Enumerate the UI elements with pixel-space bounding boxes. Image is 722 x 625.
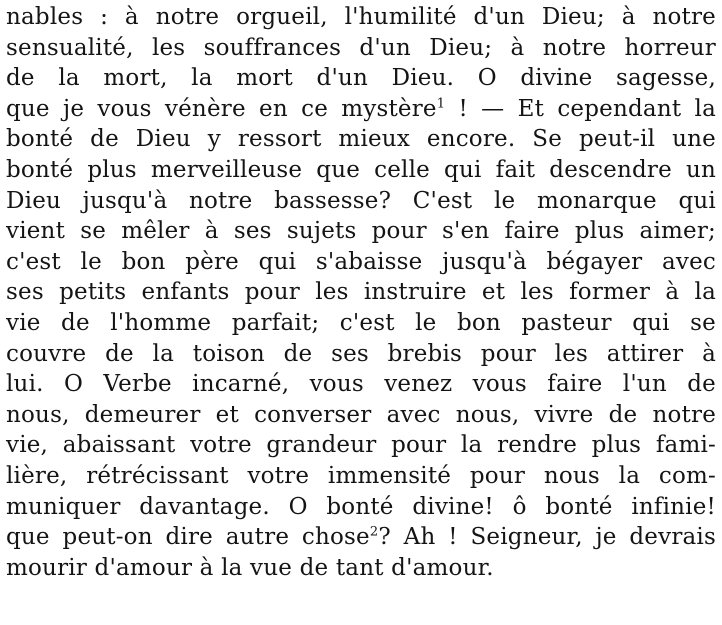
text-line: mourir d'amour à la vue de tant d'amour. — [6, 554, 494, 581]
text-segment: que je vous vénère en ce mystère — [6, 95, 437, 122]
text-line — [6, 522, 716, 553]
text-line: vie de l'homme parfait; c'est le bon pasteur qui se — [6, 309, 716, 336]
text-line: bonté plus merveilleuse que celle qui fait descendre un — [6, 156, 716, 183]
text-line: nous, demeurer et converser avec nous, vivre de notre — [6, 401, 716, 428]
text-line: bonté de Dieu y ressort mieux encore. Se peut-il une — [6, 126, 716, 153]
text-line — [6, 94, 716, 125]
text-line: sensualité, les souffrances d'un Dieu; à notre horreur — [6, 34, 716, 61]
text-line: lière, rétrécissant votre immensité pour nous la com- — [6, 462, 716, 489]
text-line: nables : à notre orgueil, l'humilité d'un Dieu; à notre — [6, 4, 716, 30]
text-line: muniquer davantage. O bonté divine! ô bonté infinie! — [6, 493, 716, 520]
text-line: de la mort, la mort d'un Dieu. O divine sagesse, — [6, 65, 716, 92]
text-segment: que peut-on dire autre chose — [6, 524, 370, 551]
text-line: lui. O Verbe incarné, vous venez vous faire l'un de — [6, 371, 716, 398]
text-line: vient se mêler à ses sujets pour s'en faire plus aimer; — [6, 218, 716, 245]
text-line: couvre de la toison de ses brebis pour les attirer à — [6, 340, 716, 367]
text-segment: ? Ah ! Seigneur, je devrais — [378, 524, 716, 551]
text-segment: ! — Et cependant la — [445, 95, 716, 122]
text-line: vie, abaissant votre grandeur pour la rendre plus fami- — [6, 432, 716, 459]
body-paragraph — [6, 2, 716, 583]
footnote-marker: 2 — [369, 524, 379, 540]
footnote-marker: 1 — [436, 96, 446, 112]
text-line: Dieu jusqu'à notre bassesse? C'est le monarque qui — [6, 187, 716, 214]
text-line: c'est le bon père qui s'abaisse jusqu'à bégayer avec — [6, 248, 716, 275]
text-line: ses petits enfants pour les instruire et les former à la — [6, 279, 716, 306]
